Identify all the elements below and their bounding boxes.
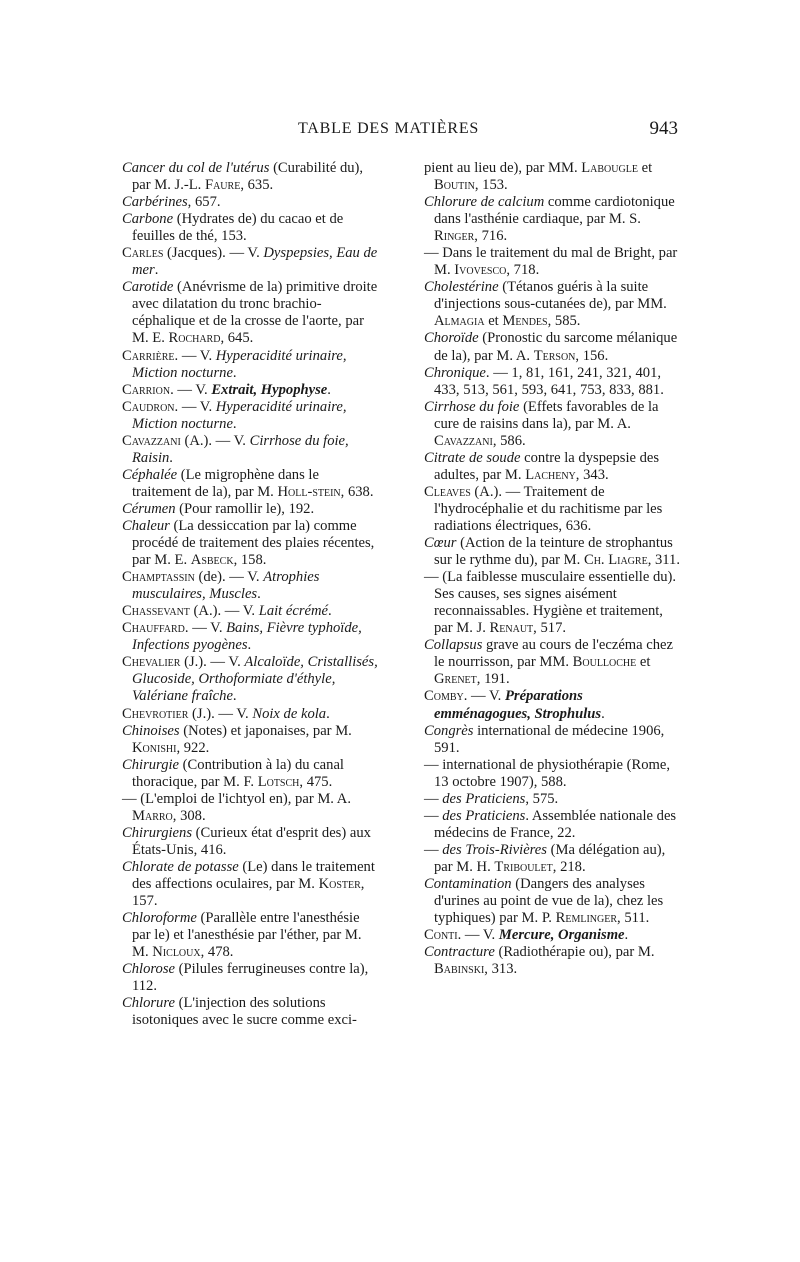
index-entry: Chinoises (Notes) et japonaises, par M. Konishi, 922. — [122, 722, 352, 756]
index-entry: Chevalier (J.). — V. Alcaloïde, Cristallisés, Glucoside, Orthoformiate d'éthyle, Valériane fraîche. — [122, 654, 378, 705]
index-entry: Chaleur (La dessiccation par la) comme procédé de traitement des plaies récentes, par M. E. Asbeck, 158. — [122, 517, 375, 569]
index-entry: Cavazzani (A.). — V. Cirrhose du foie, Raisin. — [122, 432, 349, 466]
page-header — [122, 118, 678, 144]
index-entry: Chlorate de potasse (Le) dans le traitement des affections oculaires, par M. Koster, 157. — [122, 858, 375, 910]
index-entry: Cœur (Action de la teinture de strophantus sur le rythme du), par M. Ch. Liagre, 311. — [424, 535, 680, 569]
index-entry: Cérumen (Pour ramollir le), 192. — [122, 500, 315, 517]
left-column — [122, 160, 380, 1029]
index-entry: Chirurgiens (Curieux état d'esprit des) aux États-Unis, 416. — [122, 824, 371, 858]
index-entry: Chloroforme (Parallèle entre l'anesthésie par le) et l'anesthésie par l'éther, par M. M. Nicloux, 478. — [122, 910, 362, 961]
index-entry: Céphalée (Le migrophène dans le traitement de la), par M. Holl-stein, 638. — [122, 466, 374, 500]
index-entry: — (La faiblesse musculaire essentielle du). Ses causes, ses signes aisément reconnaissables. Hygiène et traitement, par M. J. Renaut, 517. — [424, 569, 677, 637]
index-entry: Carbone (Hydrates de) du cacao et de feuilles de thé, 153. — [122, 211, 344, 245]
index-entry: Carrion. — V. Extrait, Hypophyse. — [122, 381, 331, 398]
index-entry: Chlorure de calcium comme cardiotonique dans l'asthénie cardiaque, par M. S. Ringer, 716. — [424, 194, 675, 245]
index-entry: — des Trois-Rivières (Ma délégation au), par M. H. Triboulet, 218. — [424, 841, 666, 875]
index-entry: Carotide (Anévrisme de la) primitive droite avec dilatation du tronc brachio-céphalique et de la crosse de l'aorte, par M. E. Rochard, 645. — [122, 279, 378, 347]
page-number: 943 — [649, 118, 678, 139]
index-entry: Chauffard. — V. Bains, Fièvre typhoïde, Infections pyogènes. — [122, 620, 362, 654]
index-entry: — Dans le traitement du mal de Bright, par M. Ivovesco, 718. — [424, 245, 678, 279]
right-column — [424, 160, 682, 978]
index-entry: Cleaves (A.). — Traitement de l'hydrocéphalie et du rachitisme par les radiations électriques, 636. — [424, 483, 663, 534]
index-entry: — des Praticiens. Assemblée nationale des médecins de France, 22. — [424, 807, 677, 841]
index-entry: Chirurgie (Contribution à la) du canal thoracique, par M. F. Lotsch, 475. — [122, 756, 344, 790]
index-entry: — des Praticiens, 575. — [424, 790, 559, 807]
index-entry: Caudron. — V. Hyperacidité urinaire, Miction nocturne. — [122, 398, 347, 432]
index-entry: Chevrotier (J.). — V. Noix de kola. — [122, 705, 330, 722]
index-entry: Citrate de soude contre la dyspepsie des adultes, par M. Lacheny, 343. — [424, 449, 660, 483]
index-entry: Contracture (Radiothérapie ou), par M. Babinski, 313. — [424, 944, 655, 978]
index-entry: Carles (Jacques). — V. Dyspepsies, Eau de mer. — [122, 245, 378, 279]
index-entry: — (L'emploi de l'ichtyol en), par M. A. Marro, 308. — [122, 790, 351, 824]
index-entry: Cholestérine (Tétanos guéris à la suite d'injections sous-cutanées de), par MM. Almagia et Mendes, 585. — [424, 279, 667, 330]
index-entry: Carbérines, 657. — [122, 194, 221, 211]
index-entry: pient au lieu de), par MM. Labougle et Boutin, 153. — [424, 160, 653, 194]
index-entry: — international de physiothérapie (Rome, 13 octobre 1907), 588. — [424, 756, 670, 790]
index-entry: Chlorure (L'injection des solutions isotoniques avec le sucre comme exci- — [122, 995, 357, 1029]
index-entry: Conti. — V. Mercure, Organisme. — [424, 927, 629, 944]
index-entry: Collapsus grave au cours de l'eczéma chez le nourrisson, par MM. Boulloche et Grenet, 191. — [424, 637, 674, 688]
index-entry: Congrès international de médecine 1906, 591. — [424, 722, 665, 756]
index-entry: Chassevant (A.). — V. Lait écrémé. — [122, 603, 332, 620]
index-entry: Champtassin (de). — V. Atrophies musculaires, Muscles. — [122, 569, 320, 603]
index-entry: Contamination (Dangers des analyses d'urines au point de vue de la), chez les typhiques) par M. P. Remlinger, 511. — [424, 875, 664, 927]
index-entry: Cancer du col de l'utérus (Curabilité du), par M. J.-L. Faure, 635. — [122, 160, 364, 194]
index-entry: Chlorose (Pilules ferrugineuses contre la), 112. — [122, 961, 369, 995]
index-entry: Comby. — V. Préparations emménagogues, Strophulus. — [424, 688, 605, 722]
index-entry: Choroïde (Pronostic du sarcome mélanique de la), par M. A. Terson, 156. — [424, 330, 678, 364]
index-entry: Chronique. — 1, 81, 161, 241, 321, 401, 433, 513, 561, 593, 641, 753, 833, 881. — [424, 364, 664, 398]
running-title: TABLE DES MATIÈRES — [298, 120, 480, 137]
index-entry: Cirrhose du foie (Effets favorables de la cure de raisins dans la), par M. A. Cavazzani, 586. — [424, 398, 659, 449]
index-entry: Carrière. — V. Hyperacidité urinaire, Miction nocturne. — [122, 347, 347, 381]
